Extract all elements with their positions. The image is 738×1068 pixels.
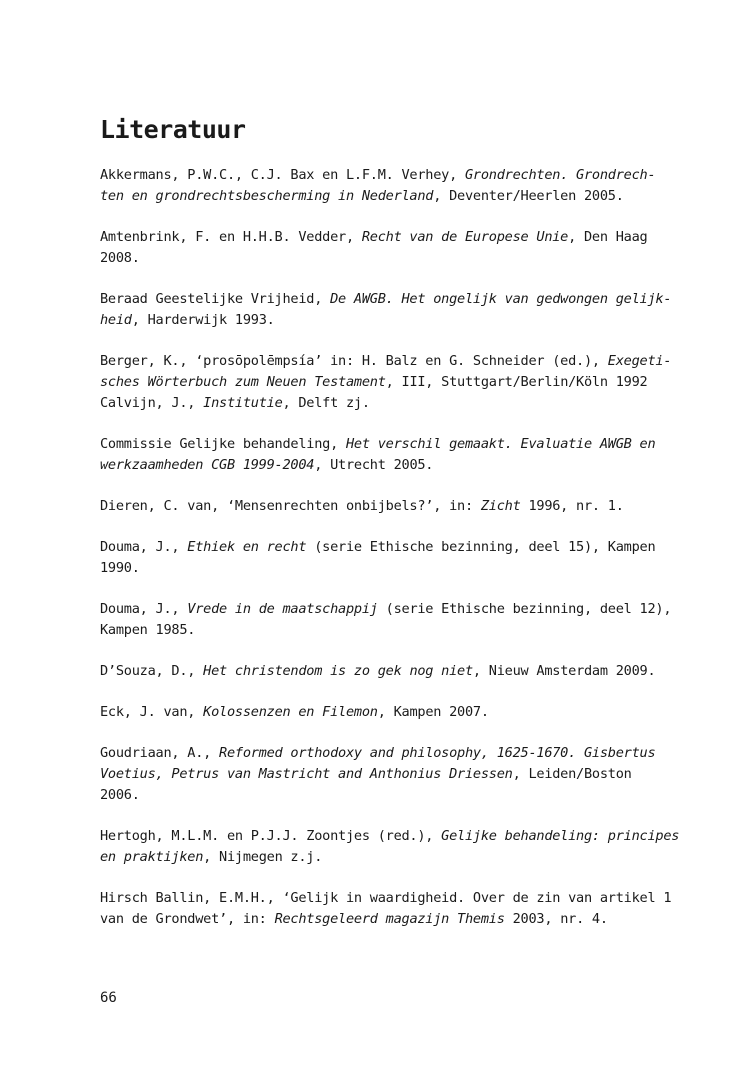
reference-entry: [100, 165, 656, 207]
reference-text: (serie Ethische bezinning, deel 15), Kampen: [306, 539, 656, 555]
reference-title-text: Gelijke behandeling: principes: [441, 828, 680, 844]
reference-line: [100, 310, 640, 331]
reference-entry: [100, 227, 648, 269]
reference-text: 1990.: [100, 560, 140, 576]
reference-text: Hirsch Ballin, E.M.H., ‘Gelijk in waardigheid. Over de zin van artikel 1: [100, 890, 672, 906]
reference-entry: [100, 351, 672, 393]
reference-title-text: heid: [100, 312, 132, 328]
reference-entry: [100, 434, 656, 476]
reference-line: [100, 393, 640, 414]
reference-text: , Leiden/Boston: [512, 766, 632, 782]
reference-text: Eck, J. van,: [100, 704, 204, 720]
reference-text: 1996, nr. 1.: [520, 498, 624, 514]
reference-line: [100, 248, 640, 269]
reference-entry: [100, 537, 656, 579]
reference-title-text: Zicht: [480, 498, 521, 514]
reference-text: Goudriaan, A.,: [100, 745, 220, 761]
reference-line: [100, 165, 656, 186]
reference-line: [100, 455, 640, 476]
reference-title-text: Institutie: [203, 395, 283, 411]
reference-entry: [100, 393, 640, 414]
reference-entry: [100, 496, 640, 517]
reference-text: , Nijmegen z.j.: [203, 849, 323, 865]
reference-title-text: Ethiek en recht: [187, 539, 307, 555]
reference-title-text: Reformed orthodoxy and philosophy, 1625-1670. Gisbertus: [219, 745, 656, 761]
reference-line: [100, 888, 672, 909]
reference-title-text: sches Wörterbuch zum Neuen Testament: [100, 374, 386, 390]
page-title: Literatuur: [100, 115, 246, 144]
reference-text: Dieren, C. van, ‘Mensenrechten onbijbels?’, in:: [100, 498, 481, 514]
reference-line: [100, 186, 640, 207]
reference-entry: [100, 702, 640, 723]
reference-line: [100, 227, 648, 248]
reference-line: [100, 372, 648, 393]
reference-text: , Utrecht 2005.: [314, 457, 434, 473]
reference-line: [100, 351, 672, 372]
reference-title-text: Recht van de Europese Unie: [361, 229, 569, 245]
reference-text: Hertogh, M.L.M. en P.J.J. Zoontjes (red.),: [100, 828, 442, 844]
reference-title-text: Het christendom is zo gek nog niet: [203, 663, 473, 679]
reference-line: [100, 537, 656, 558]
reference-title-text: Grondrechten. Grondrech-: [464, 167, 656, 183]
reference-text: 2003, nr. 4.: [504, 911, 608, 927]
reference-title-text: en praktijken: [100, 849, 204, 865]
reference-title-text: Voetius, Petrus van Mastricht and Anthonius Driessen: [100, 766, 513, 782]
reference-line: [100, 764, 640, 785]
reference-text: Commissie Gelijke behandeling,: [100, 436, 346, 452]
reference-line: [100, 826, 680, 847]
reference-text: Kampen 1985.: [100, 622, 196, 638]
reference-line: [100, 434, 656, 455]
reference-line: [100, 289, 672, 310]
reference-entry: [100, 826, 680, 868]
reference-title-text: ten en grondrechtsbescherming in Nederland: [100, 188, 434, 204]
reference-title-text: werkzaamheden CGB 1999-2004: [100, 457, 315, 473]
reference-text: van de Grondwet’, in:: [100, 911, 275, 927]
reference-line: [100, 558, 640, 579]
reference-text: , Harderwijk 1993.: [131, 312, 275, 328]
reference-text: , III, Stuttgart/Berlin/Köln 1992: [385, 374, 648, 390]
reference-text: Douma, J.,: [100, 539, 188, 555]
reference-line: [100, 599, 672, 620]
reference-text: , Kampen 2007.: [377, 704, 489, 720]
reference-title-text: Exegeti-: [607, 353, 672, 369]
reference-title-text: Het verschil gemaakt. Evaluatie AWGB en: [345, 436, 656, 452]
reference-text: , Den Haag: [568, 229, 648, 245]
reference-entry: [100, 599, 672, 641]
reference-text: D’Souza, D.,: [100, 663, 204, 679]
reference-text: Beraad Geestelijke Vrijheid,: [100, 291, 331, 307]
reference-text: (serie Ethische bezinning, deel 12),: [377, 601, 672, 617]
reference-text: Douma, J.,: [100, 601, 188, 617]
page-number: 66: [100, 990, 117, 1006]
reference-title-text: Rechtsgeleerd magazijn Themis: [274, 911, 505, 927]
reference-line: [100, 743, 656, 764]
reference-line: [100, 785, 640, 806]
reference-entry: [100, 289, 672, 331]
reference-line: [100, 496, 640, 517]
reference-text: , Delft zj.: [282, 395, 370, 411]
reference-line: [100, 620, 640, 641]
reference-text: , Nieuw Amsterdam 2009.: [472, 663, 656, 679]
reference-line: [100, 847, 640, 868]
reference-entry: [100, 661, 656, 682]
reference-text: Calvijn, J.,: [100, 395, 204, 411]
reference-list: [100, 165, 680, 950]
reference-text: 2006.: [100, 787, 140, 803]
reference-entry: [100, 888, 672, 930]
reference-text: 2008.: [100, 250, 140, 266]
reference-title-text: Kolossenzen en Filemon: [203, 704, 378, 720]
reference-text: Amtenbrink, F. en H.H.B. Vedder,: [100, 229, 362, 245]
reference-text: , Deventer/Heerlen 2005.: [433, 188, 624, 204]
reference-title-text: Vrede in de maatschappij: [187, 601, 378, 617]
reference-line: [100, 661, 656, 682]
reference-title-text: De AWGB. Het ongelijk van gedwongen gelijk-: [330, 291, 672, 307]
reference-text: Berger, K., ‘prosōpolēmpsía’ in: H. Balz en G. Schneider (ed.),: [100, 353, 608, 369]
reference-line: [100, 909, 640, 930]
reference-line: [100, 702, 640, 723]
reference-text: Akkermans, P.W.C., C.J. Bax en L.F.M. Verhey,: [100, 167, 465, 183]
reference-entry: [100, 743, 656, 806]
